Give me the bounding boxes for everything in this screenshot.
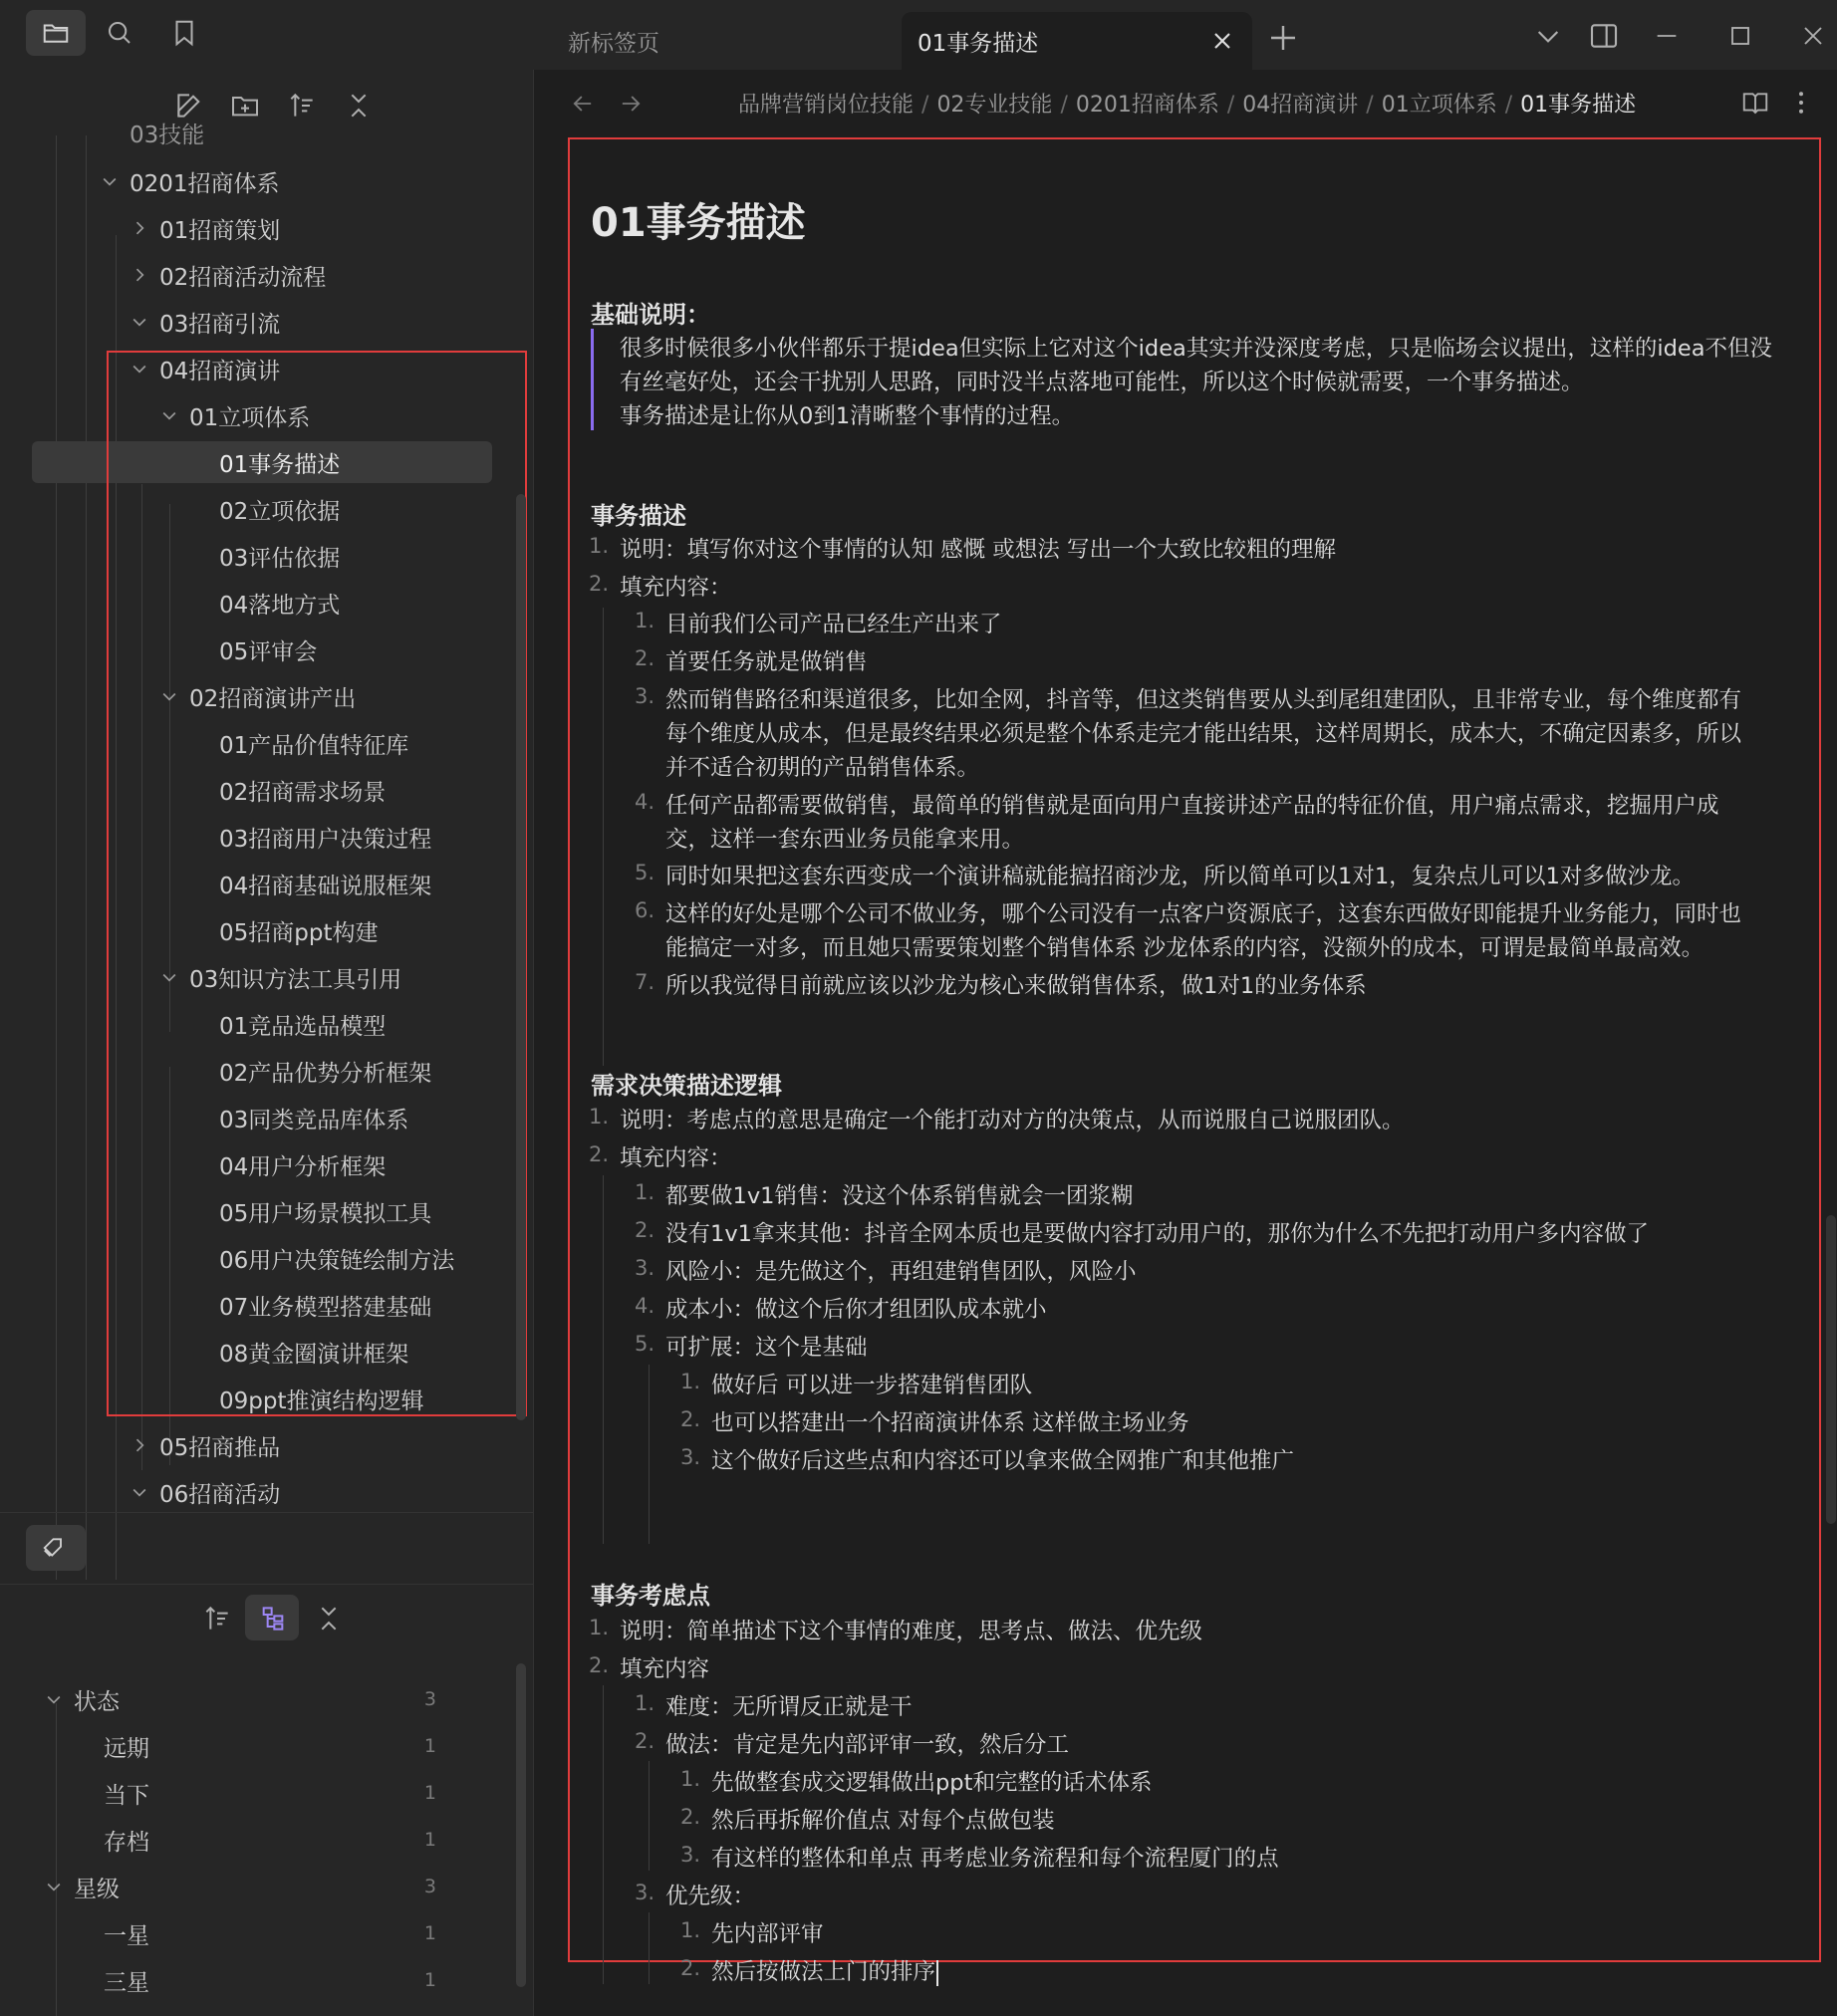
list-number: 4. bbox=[634, 790, 655, 814]
indent-guide bbox=[56, 135, 57, 1580]
back-arrow-icon[interactable] bbox=[569, 90, 597, 118]
chevron-down-icon bbox=[44, 1877, 64, 1896]
more-options-icon[interactable] bbox=[1786, 88, 1816, 118]
tree-view-icon bbox=[257, 1603, 289, 1635]
file-explorer-toolbar bbox=[0, 70, 534, 135]
list-number: 1. bbox=[634, 1180, 655, 1204]
tree-label: 04招商演讲 bbox=[159, 358, 281, 384]
annotation-highlight bbox=[107, 351, 527, 1416]
list-number: 2. bbox=[679, 1805, 700, 1829]
list-number: 5. bbox=[634, 1332, 655, 1356]
blockquote-line[interactable]: 有丝毫好处，还会干扰别人思路，同时没半点落地可能性，所以这个时候就需要，一个事务描述。 bbox=[620, 370, 1584, 395]
tag-item[interactable] bbox=[104, 1912, 492, 1954]
editor-pane bbox=[535, 70, 1837, 2016]
chevron-down-icon bbox=[44, 1689, 64, 1709]
list-item[interactable]: 填充内容 bbox=[620, 1656, 710, 1682]
collapse-all-icon[interactable] bbox=[313, 1603, 345, 1635]
section-heading[interactable]: 需求决策描述逻辑 bbox=[591, 1072, 782, 1100]
tag-count: 1 bbox=[423, 1829, 436, 1851]
list-number: 2. bbox=[679, 1956, 700, 1980]
tag-label: 存档 bbox=[104, 1829, 149, 1856]
tree-label: 03同类竞品库体系 bbox=[219, 1107, 409, 1134]
tab-new[interactable] bbox=[554, 12, 893, 70]
list-item[interactable]: 然而销售路径和渠道很多，比如全网，抖音等，但这类销售要从头到尾组建团队，且非常专业，每个维度都有 bbox=[665, 687, 1742, 713]
list-indent-guide bbox=[649, 1761, 650, 1871]
tree-label: 01产品价值特征库 bbox=[219, 732, 409, 759]
tree-folder-0201[interactable] bbox=[100, 160, 280, 202]
list-item-continued[interactable]: 交，这样一套东西业务员能拿来用。 bbox=[665, 827, 1025, 853]
tags-button[interactable] bbox=[26, 1525, 86, 1571]
list-item[interactable]: 填充内容： bbox=[620, 575, 732, 601]
list-item[interactable]: 先内部评审 bbox=[711, 1921, 824, 1947]
collapse-all-icon[interactable] bbox=[343, 90, 375, 122]
list-number: 4. bbox=[634, 1294, 655, 1318]
list-indent-guide bbox=[649, 1912, 650, 1984]
list-item-continued[interactable]: 每个维度从成本，但是最终结果必须是整个体系走完才能出结果，这样周期长，成本大，不确定因素多，所以 bbox=[665, 721, 1742, 747]
list-item[interactable]: 也可以搭建出一个招商演讲体系 这样做主场业务 bbox=[711, 1410, 1189, 1436]
tree-label: 05用户场景模拟工具 bbox=[219, 1200, 432, 1227]
left-sidebar bbox=[0, 70, 534, 2016]
list-number: 5. bbox=[634, 861, 655, 884]
tree-label: 09ppt推演结构逻辑 bbox=[219, 1387, 424, 1414]
list-number: 2. bbox=[634, 1729, 655, 1753]
list-item[interactable]: 任何产品都需要做销售，最简单的销售就是面向用户直接讲述产品的特征价值，用户痛点需求，挖掘用户成 bbox=[665, 793, 1719, 819]
list-number: 1. bbox=[679, 1918, 700, 1942]
list-number: 2. bbox=[679, 1407, 700, 1431]
list-number: 3. bbox=[634, 1881, 655, 1904]
tree-label: 08黄金圈演讲框架 bbox=[219, 1341, 409, 1368]
tree-label: 02招商演讲产出 bbox=[189, 685, 357, 712]
list-indent-guide bbox=[603, 1175, 604, 1544]
list-item[interactable]: 难度：无所谓反正就是干 bbox=[665, 1694, 913, 1720]
tab-new-label: 新标签页 bbox=[568, 30, 659, 57]
tag-label: 状态 bbox=[74, 1688, 120, 1715]
file-tree bbox=[0, 122, 534, 1580]
tree-label: 04落地方式 bbox=[219, 592, 341, 619]
list-item[interactable]: 所以我觉得目前就应该以沙龙为核心来做销售体系，做1对1的业务体系 bbox=[665, 973, 1367, 999]
list-item[interactable]: 首要任务就是做销售 bbox=[665, 649, 868, 675]
list-item-text: 然后按做法上门的排序 bbox=[711, 1959, 936, 1985]
list-number: 1. bbox=[634, 609, 655, 632]
tree-label: 07业务模型搭建基础 bbox=[219, 1294, 432, 1321]
sidebar-ribbon bbox=[0, 0, 534, 70]
tree-label: 06用户决策链绘制方法 bbox=[219, 1247, 455, 1274]
tag-scrollbar[interactable] bbox=[516, 1663, 526, 1987]
tab-current[interactable] bbox=[902, 12, 1252, 70]
breadcrumb-item[interactable]: 0201招商体系 bbox=[1075, 93, 1219, 118]
list-item-continued[interactable]: 并不适合初期的产品销售体系。 bbox=[665, 755, 980, 781]
tree-label: 01立项体系 bbox=[189, 404, 311, 431]
window-close-icon[interactable] bbox=[1797, 20, 1829, 52]
list-item[interactable]: 没有1v1拿来其他：抖音全网本质也是要做内容打动用户的，那你为什么不先把打动用户多内容做了 bbox=[665, 1221, 1649, 1247]
blockquote-line[interactable]: 事务描述是让你从0到1清晰整个事情的过程。 bbox=[620, 403, 1075, 429]
list-number: 3. bbox=[679, 1843, 700, 1867]
list-item[interactable]: 做好后 可以进一步搭建销售团队 bbox=[711, 1373, 1033, 1398]
chevron-right-icon bbox=[130, 1435, 149, 1455]
list-item[interactable]: 成本小：做这个后你才组团队成本就小 bbox=[665, 1297, 1047, 1323]
list-number: 2. bbox=[588, 1653, 609, 1677]
breadcrumb-item[interactable]: 品牌营销岗位技能 bbox=[738, 93, 915, 118]
list-number: 2. bbox=[588, 1142, 609, 1166]
reading-view-icon[interactable] bbox=[1740, 88, 1770, 118]
list-item[interactable]: 都要做1v1销售：没这个体系销售就会一团浆糊 bbox=[665, 1183, 1134, 1209]
list-number: 6. bbox=[634, 898, 655, 922]
tag-item[interactable] bbox=[104, 1819, 492, 1861]
chevron-down-icon bbox=[130, 312, 149, 332]
list-item[interactable]: 目前我们公司产品已经生产出来了 bbox=[665, 612, 1002, 637]
tree-label: 03知识方法工具引用 bbox=[189, 966, 402, 993]
tree-label: 01事务描述 bbox=[219, 451, 341, 478]
tag-toolbar bbox=[0, 1584, 534, 1649]
list-item[interactable]: 然后再拆解价值点 对每个点做包装 bbox=[711, 1808, 1055, 1834]
tree-label: 01招商策划 bbox=[159, 217, 281, 244]
list-number: 3. bbox=[634, 684, 655, 708]
tree-label: 04招商基础说服框架 bbox=[219, 873, 432, 899]
minimize-icon[interactable] bbox=[1651, 20, 1683, 52]
tag-count: 1 bbox=[423, 1922, 436, 1944]
close-icon[interactable] bbox=[1208, 27, 1236, 55]
section-heading[interactable]: 基础说明： bbox=[591, 301, 710, 329]
tag-item[interactable] bbox=[104, 1772, 492, 1814]
file-explorer-button[interactable] bbox=[26, 10, 86, 56]
folder-icon bbox=[41, 18, 71, 48]
list-item[interactable]: 说明：简单描述下这个事情的难度，思考点、做法、优先级 bbox=[620, 1619, 1203, 1644]
list-item-continued[interactable]: 能搞定一对多，而且她只需要策划整个销售体系 沙龙体系的内容，没额外的成本，可谓是最简单最高效。 bbox=[665, 935, 1705, 961]
list-item[interactable]: 有这样的整体和单点 再考虑业务流程和每个流程厦门的点 bbox=[711, 1846, 1279, 1872]
list-number: 1. bbox=[588, 1105, 609, 1129]
page-title[interactable]: 01事务描述 bbox=[591, 200, 806, 246]
list-item[interactable]: 先做整套成交逻辑做出ppt和完整的话术体系 bbox=[711, 1770, 1153, 1796]
list-number: 1. bbox=[679, 1370, 700, 1393]
tag-count: 1 bbox=[423, 1969, 436, 1991]
tags-icon bbox=[41, 1533, 71, 1563]
tree-label: 01竞品选品模型 bbox=[219, 1013, 387, 1040]
list-indent-guide bbox=[649, 1365, 650, 1544]
list-item[interactable]: 这样的好处是哪个公司不做业务，哪个公司没有一点客户资源底子，这套东西做好即能提升业务能力，同时也 bbox=[665, 901, 1742, 927]
blockquote-line[interactable]: 很多时候很多小伙伴都乐于提idea但实际上它对这个idea其实并没深度考虑，只是临场会议提出，这样的idea不但没 bbox=[620, 336, 1772, 362]
list-number: 1. bbox=[588, 534, 609, 558]
tag-item[interactable] bbox=[104, 1725, 492, 1767]
tag-label: 星级 bbox=[74, 1876, 120, 1902]
tree-folder-02[interactable] bbox=[130, 254, 326, 296]
list-item[interactable]: 填充内容： bbox=[620, 1145, 732, 1171]
tree-label: 05招商ppt构建 bbox=[219, 919, 379, 946]
tag-count: 1 bbox=[423, 1735, 436, 1757]
list-number: 1. bbox=[588, 1616, 609, 1639]
tag-count: 1 bbox=[423, 1782, 436, 1804]
list-number: 2. bbox=[634, 1218, 655, 1242]
sort-icon[interactable] bbox=[286, 90, 318, 122]
list-number: 1. bbox=[679, 1767, 700, 1791]
new-tab-icon[interactable] bbox=[1265, 20, 1301, 56]
section-heading[interactable]: 事务描述 bbox=[591, 502, 686, 530]
tree-label: 02立项依据 bbox=[219, 498, 341, 525]
tree-label: 05评审会 bbox=[219, 638, 318, 665]
sort-icon[interactable] bbox=[201, 1603, 233, 1635]
list-number: 7. bbox=[634, 970, 655, 994]
list-indent-guide bbox=[603, 1685, 604, 1984]
list-number: 1. bbox=[634, 1691, 655, 1715]
tag-label: 一星 bbox=[104, 1922, 149, 1949]
chevron-down-icon bbox=[130, 1482, 149, 1502]
search-button[interactable] bbox=[90, 10, 149, 56]
new-folder-icon[interactable] bbox=[229, 90, 261, 122]
maximize-icon[interactable] bbox=[1724, 20, 1756, 52]
tree-folder-01[interactable] bbox=[130, 207, 280, 249]
forward-arrow-icon[interactable] bbox=[617, 90, 645, 118]
tag-item[interactable] bbox=[104, 1959, 492, 2001]
text-cursor bbox=[936, 1960, 938, 1986]
bookmark-icon bbox=[169, 18, 199, 48]
list-item[interactable]: 风险小：是先做这个，再组建销售团队，风险小 bbox=[665, 1259, 1137, 1285]
search-icon bbox=[105, 18, 134, 48]
indent-guide bbox=[56, 1703, 57, 2016]
tree-label: 03招商用户决策过程 bbox=[219, 826, 432, 853]
list-item[interactable]: 优先级： bbox=[665, 1884, 756, 1909]
tag-label: 远期 bbox=[104, 1735, 149, 1762]
list-item[interactable]: 同时如果把这套东西变成一个演讲稿就能搞招商沙龙，所以简单可以1对1，复杂点儿可以1对多做沙龙。 bbox=[665, 864, 1695, 889]
tab-current-label: 01事务描述 bbox=[918, 30, 1039, 57]
breadcrumb: 品牌营销岗位技能 / 02专业技能 / 0201招商体系 / 04招商演讲 / 01立项体系 / 01事务描述 bbox=[738, 93, 1637, 118]
tree-label: 02产品优势分析框架 bbox=[219, 1060, 432, 1087]
list-item[interactable]: 说明：考虑点的意思是确定一个能打动对方的决策点，从而说服自己说服团队。 bbox=[620, 1108, 1405, 1134]
tree-label: 04用户分析框架 bbox=[219, 1153, 387, 1180]
list-indent-guide bbox=[603, 608, 604, 1066]
list-item[interactable]: 做法：肯定是先内部评审一致，然后分工 bbox=[665, 1732, 1070, 1758]
list-item[interactable]: 说明：填写你对这个事情的认知 感慨 或想法 写出一个大致比较粗的理解 bbox=[620, 537, 1336, 563]
tree-label: 02招商需求场景 bbox=[219, 779, 387, 806]
list-number: 2. bbox=[634, 646, 655, 670]
tree-folder-05[interactable] bbox=[130, 1424, 280, 1466]
chevron-right-icon bbox=[130, 218, 149, 238]
tag-group[interactable] bbox=[44, 1678, 492, 1720]
tree-folder-03[interactable] bbox=[130, 301, 280, 343]
tag-label: 三星 bbox=[104, 1969, 149, 1996]
breadcrumb-item[interactable]: 04招商演讲 bbox=[1242, 93, 1359, 118]
tree-folder-06[interactable] bbox=[130, 1471, 280, 1513]
breadcrumb-current[interactable]: 01事务描述 bbox=[1520, 93, 1637, 118]
tree-label: 05招商推品 bbox=[159, 1434, 281, 1461]
bookmarks-button[interactable] bbox=[154, 10, 214, 56]
tag-group[interactable] bbox=[44, 1866, 492, 1907]
editor-scrollbar[interactable] bbox=[1826, 1215, 1836, 1524]
list-item[interactable]: 可扩展：这个是基础 bbox=[665, 1335, 868, 1361]
list-number: 3. bbox=[634, 1256, 655, 1280]
title-bar bbox=[0, 0, 1837, 70]
breadcrumb-item[interactable]: 01立项体系 bbox=[1381, 93, 1497, 118]
chevron-right-icon bbox=[130, 265, 149, 285]
list-item[interactable]: 这个做好后这些点和内容还可以拿来做全网推广和其他推广 bbox=[711, 1448, 1295, 1474]
tag-pane-header bbox=[0, 1512, 534, 1576]
tag-count: 3 bbox=[423, 1876, 436, 1897]
chevron-down-icon[interactable] bbox=[1532, 20, 1564, 52]
indent-guide bbox=[86, 135, 87, 1580]
tree-label: 02招商活动流程 bbox=[159, 264, 327, 291]
split-pane-icon[interactable] bbox=[1588, 20, 1620, 52]
list-item-active[interactable] bbox=[711, 1954, 938, 1986]
tag-label: 当下 bbox=[104, 1782, 149, 1809]
chevron-down-icon bbox=[100, 171, 120, 191]
list-number: 3. bbox=[679, 1445, 700, 1469]
section-heading[interactable]: 事务考虑点 bbox=[591, 1582, 710, 1610]
tree-label: 0201招商体系 bbox=[130, 170, 280, 197]
tree-item-partial[interactable]: 03技能 bbox=[130, 122, 205, 148]
view-header bbox=[535, 70, 1837, 135]
tree-label: 03招商引流 bbox=[159, 311, 281, 338]
list-number: 2. bbox=[588, 572, 609, 596]
tree-label: 03评估依据 bbox=[219, 545, 341, 572]
blockquote-bar bbox=[591, 329, 595, 430]
tag-count: 3 bbox=[423, 1688, 436, 1710]
breadcrumb-item[interactable]: 02专业技能 bbox=[936, 93, 1053, 118]
tree-label: 06招商活动 bbox=[159, 1481, 281, 1508]
tree-scrollbar[interactable] bbox=[516, 494, 526, 1420]
